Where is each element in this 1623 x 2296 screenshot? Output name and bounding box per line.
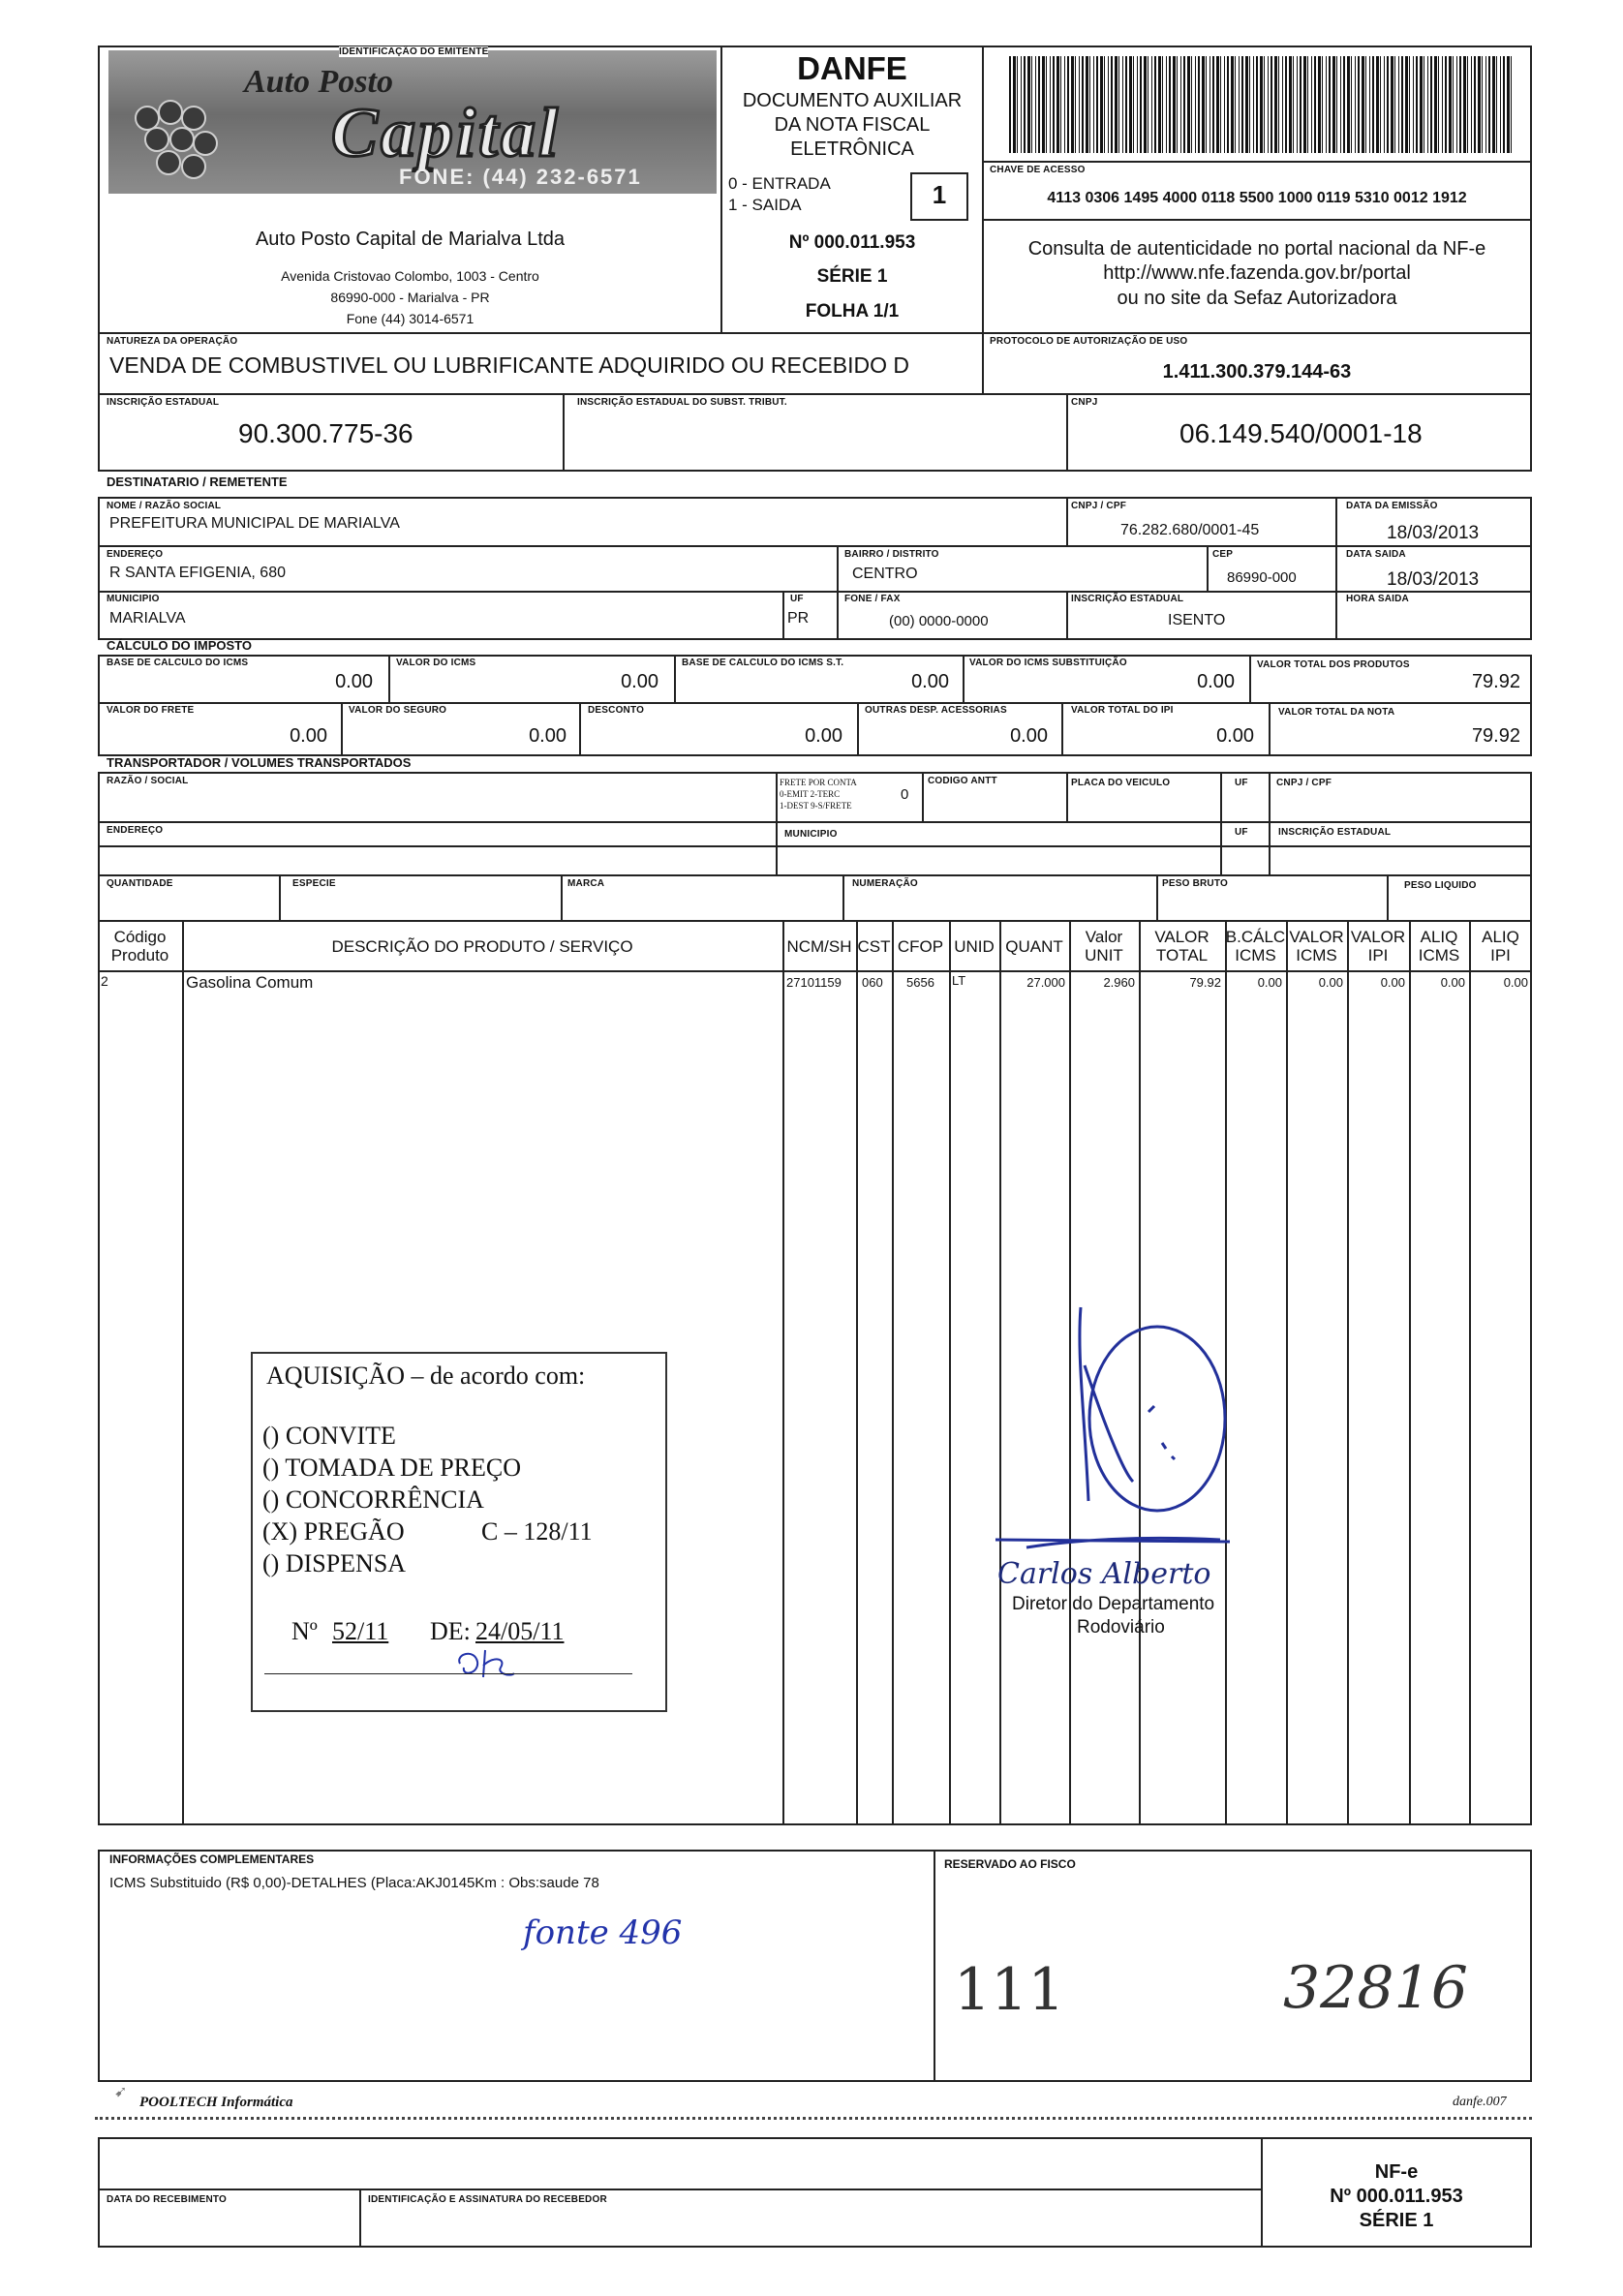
transp-frete-val: 0 bbox=[901, 786, 909, 803]
transp-col-numeracao bbox=[842, 874, 844, 922]
row-aipi: 0.00 bbox=[1503, 975, 1528, 990]
stamp-opt4b: C – 128/11 bbox=[481, 1517, 593, 1546]
emitente-name: Auto Posto Capital de Marialva Ltda bbox=[255, 229, 566, 250]
barcode bbox=[1009, 56, 1513, 153]
transp-col-bruto bbox=[1156, 874, 1158, 922]
dest-col-bairro bbox=[837, 545, 839, 591]
dest-cnpj: 76.282.680/0001-45 bbox=[1120, 522, 1260, 538]
outras-label: OUTRAS DESP. ACESSORIAS bbox=[865, 705, 1007, 716]
transp-col-municipio bbox=[776, 821, 778, 874]
row-aicms: 0.00 bbox=[1440, 975, 1465, 990]
emitente-phone: Fone (44) 3014-6571 bbox=[346, 311, 475, 326]
stamp-num-label: Nº bbox=[291, 1617, 318, 1645]
base-st-value: 0.00 bbox=[911, 671, 949, 692]
desconto-value: 0.00 bbox=[805, 725, 842, 747]
dest-uf: PR bbox=[787, 610, 810, 627]
row-descricao: Gasolina Comum bbox=[186, 973, 314, 992]
valor-icms-value: 0.00 bbox=[621, 671, 658, 692]
stamp-title: AQUISIÇÃO – de acordo com: bbox=[266, 1362, 586, 1390]
aquisicao-stamp bbox=[251, 1352, 667, 1712]
dest-municipio: MARIALVA bbox=[109, 610, 186, 627]
dest-ie: ISENTO bbox=[1168, 612, 1226, 628]
dest-hora-label: HORA SAIDA bbox=[1346, 594, 1409, 604]
danfe-numero: Nº 000.011.953 bbox=[788, 232, 916, 253]
danfe-entrada: 0 - ENTRADA bbox=[728, 174, 831, 193]
transp-col-uf bbox=[1220, 772, 1222, 874]
imp-col6 bbox=[579, 702, 581, 756]
chave-divider bbox=[982, 161, 1532, 163]
imp-col9 bbox=[1269, 702, 1271, 756]
row-unid: LT bbox=[952, 973, 966, 988]
danfe-tipo: 1 bbox=[932, 180, 947, 209]
transp-col-especie bbox=[279, 874, 281, 922]
imp-col7 bbox=[857, 702, 859, 756]
dest-bairro: CENTRO bbox=[852, 566, 918, 582]
seguro-label: VALOR DO SEGURO bbox=[349, 705, 447, 716]
nfe-serie: SÉRIE 1 bbox=[1359, 2210, 1434, 2231]
info-handwritten: fonte 496 bbox=[523, 1913, 683, 1952]
transp-col-antt bbox=[922, 772, 924, 821]
th-codigo2: Produto bbox=[110, 946, 169, 964]
transp-razao-label: RAZÃO / SOCIAL bbox=[107, 776, 189, 786]
transp-uf2-label: UF bbox=[1235, 827, 1248, 838]
th-vtotal1: VALOR bbox=[1154, 928, 1210, 946]
dest-emissao: 18/03/2013 bbox=[1387, 523, 1480, 543]
prod-col-vipi bbox=[1347, 920, 1349, 1825]
th-aicms2: ICMS bbox=[1418, 946, 1460, 964]
ie-value: 90.300.775-36 bbox=[238, 418, 413, 448]
transp-qtd-label: QUANTIDADE bbox=[107, 878, 173, 889]
stamp-opt3: () CONCORRÊNCIA bbox=[262, 1485, 484, 1514]
stamp-opt4a: (X) PREGÃO bbox=[262, 1517, 405, 1546]
prod-col-vicms bbox=[1286, 920, 1288, 1825]
desconto-label: DESCONTO bbox=[588, 705, 645, 716]
seguro-value: 0.00 bbox=[529, 725, 567, 747]
row-vipi: 0.00 bbox=[1380, 975, 1405, 990]
th-ncm: NCM/SH bbox=[786, 937, 852, 956]
cut-line bbox=[95, 2117, 1532, 2120]
dest-col-cnpj bbox=[1066, 497, 1068, 545]
dest-municipio-label: MUNICIPIO bbox=[107, 594, 160, 604]
prod-col-ncm bbox=[782, 920, 784, 1825]
base-icms-value: 0.00 bbox=[335, 671, 373, 692]
th-bcalc2: ICMS bbox=[1235, 946, 1276, 964]
dest-cnpj-label: CNPJ / CPF bbox=[1071, 501, 1127, 511]
logo-main-text: Capital bbox=[331, 94, 562, 171]
nfe-numero: Nº 000.011.953 bbox=[1330, 2186, 1463, 2207]
th-aipi1: ALIQ bbox=[1482, 928, 1519, 946]
imp-col5 bbox=[341, 702, 343, 756]
destinatario-section: DESTINATARIO / REMETENTE bbox=[107, 475, 288, 489]
natureza-label: NATUREZA DA OPERAÇÃO bbox=[107, 336, 238, 347]
chave-label: CHAVE DE ACESSO bbox=[990, 165, 1086, 175]
danfe-subtitle3: ELETRÔNICA bbox=[790, 138, 914, 160]
transp-frete-l1: FRETE POR CONTA bbox=[780, 778, 857, 787]
dest-col-ie bbox=[1066, 591, 1068, 640]
transp-row1 bbox=[98, 821, 1532, 823]
dest-row-divider1 bbox=[98, 545, 1532, 547]
row-cfop: 5656 bbox=[906, 975, 934, 990]
total-produtos-label: VALOR TOTAL DOS PRODUTOS bbox=[1257, 659, 1410, 670]
ie-st-label: INSCRIÇÃO ESTADUAL DO SUBST. TRIBUT. bbox=[577, 397, 787, 408]
transp-col-frete bbox=[776, 772, 778, 821]
transp-endereco-label: ENDEREÇO bbox=[107, 825, 164, 836]
ipi-value: 0.00 bbox=[1216, 725, 1254, 747]
ie-label: INSCRIÇÃO ESTADUAL bbox=[107, 397, 220, 408]
signature-name: Carlos Alberto bbox=[997, 1557, 1211, 1591]
valor-st-value: 0.00 bbox=[1197, 671, 1235, 692]
dest-ie-label: INSCRIÇÃO ESTADUAL bbox=[1071, 594, 1184, 604]
th-cst: CST bbox=[857, 937, 891, 956]
valor-icms-label: VALOR DO ICMS bbox=[396, 658, 476, 668]
row-ncm: 27101159 bbox=[786, 975, 842, 990]
imp-col8 bbox=[1061, 702, 1063, 756]
dest-endereco: R SANTA EFIGENIA, 680 bbox=[109, 565, 286, 581]
row-vicms: 0.00 bbox=[1318, 975, 1343, 990]
emitente-address1: Avenida Cristovao Colombo, 1003 - Centro bbox=[281, 268, 539, 284]
nfe-label: NF-e bbox=[1374, 2161, 1419, 2183]
transp-col-liquido bbox=[1387, 874, 1389, 922]
dest-col-emissao bbox=[1335, 497, 1337, 640]
th-quant: QUANT bbox=[1005, 937, 1063, 956]
footer-brand: POOLTECH Informática bbox=[139, 2095, 293, 2110]
dest-nome-label: NOME / RAZÃO SOCIAL bbox=[107, 501, 222, 511]
th-aipi2: IPI bbox=[1490, 946, 1511, 964]
emitente-address2: 86990-000 - Marialva - PR bbox=[330, 290, 490, 305]
transp-col-cnpj bbox=[1269, 772, 1271, 874]
dest-fone-label: FONE / FAX bbox=[844, 594, 901, 604]
info-label: INFORMAÇÕES COMPLEMENTARES bbox=[109, 1852, 315, 1866]
signature-role1: Diretor do Departamento bbox=[1012, 1594, 1215, 1614]
dest-col-fone bbox=[837, 591, 839, 640]
base-st-label: BASE DE CALCULO DO ICMS S.T. bbox=[682, 658, 844, 668]
prod-col-cfop bbox=[892, 920, 894, 1825]
imposto-section: CÁLCULO DO IMPOSTO bbox=[107, 638, 252, 653]
transp-liquido-label: PESO LIQUIDO bbox=[1404, 880, 1477, 891]
chave-divider2 bbox=[982, 219, 1532, 221]
dest-fone: (00) 0000-0000 bbox=[889, 613, 989, 629]
footer-code: danfe.007 bbox=[1453, 2095, 1507, 2109]
consulta-line1: Consulta de autenticidade no portal nacional da NF-e bbox=[1027, 238, 1486, 260]
produtos-header-divider bbox=[98, 970, 1532, 972]
transp-bruto-label: PESO BRUTO bbox=[1162, 878, 1228, 889]
recebimento-assinatura-label: IDENTIFICAÇÃO E ASSINATURA DO RECEBEDOR bbox=[368, 2194, 607, 2205]
transp-antt-label: CODIGO ANTT bbox=[928, 776, 997, 786]
stamp-opt5: () DISPENSA bbox=[262, 1549, 407, 1577]
transp-marca-label: MARCA bbox=[567, 878, 605, 889]
prod-col-unid bbox=[949, 920, 951, 1825]
th-unid: UNID bbox=[954, 937, 995, 956]
th-codigo1: Código bbox=[113, 928, 167, 946]
transp-ie-label: INSCRIÇÃO ESTADUAL bbox=[1278, 827, 1392, 838]
emitente-section-label: IDENTIFICAÇÃO DO EMITENTE bbox=[339, 46, 489, 57]
dest-uf-label: UF bbox=[790, 594, 804, 604]
dest-saida: 18/03/2013 bbox=[1387, 569, 1480, 590]
frete-value: 0.00 bbox=[290, 725, 327, 747]
transp-uf-label: UF bbox=[1235, 778, 1248, 788]
th-vunit2: UNIT bbox=[1085, 946, 1123, 964]
fisco-hand-left: 111 bbox=[954, 1956, 1065, 2024]
recebimento-divider bbox=[98, 2189, 1263, 2190]
prod-col-aipi bbox=[1469, 920, 1471, 1825]
base-icms-label: BASE DE CALCULO DO ICMS bbox=[107, 658, 249, 668]
recebimento-data-label: DATA DO RECEBIMENTO bbox=[107, 2194, 227, 2205]
dest-cep-label: CEP bbox=[1212, 549, 1234, 560]
transp-row3 bbox=[98, 874, 1532, 876]
th-vtotal2: TOTAL bbox=[1155, 946, 1209, 964]
dest-row-divider2 bbox=[98, 591, 1532, 593]
info-text: ICMS Substituido (R$ 0,00)-DETALHES (Placa:AKJ0145Km : Obs:saude 78 bbox=[109, 1875, 599, 1891]
row-vunit: 2.960 bbox=[1103, 975, 1135, 990]
stamp-opt2: () TOMADA DE PREÇO bbox=[262, 1454, 522, 1482]
prod-col-cst bbox=[856, 920, 858, 1825]
outras-value: 0.00 bbox=[1010, 725, 1048, 747]
dest-nome: PREFEITURA MUNICIPAL DE MARIALVA bbox=[109, 515, 400, 532]
th-vipi1: VALOR bbox=[1350, 928, 1406, 946]
transp-frete-l2: 0-EMIT 2-TERC bbox=[780, 789, 841, 799]
natureza-value: VENDA DE COMBUSTIVEL OU LUBRIFICANTE ADQUIRIDO OU RECEBIDO D bbox=[109, 352, 910, 378]
dest-col-uf bbox=[782, 591, 784, 640]
chave-value: 4113 0306 1495 4000 0118 5500 1000 0119 5310 0012 1912 bbox=[1047, 190, 1467, 206]
dest-bairro-label: BAIRRO / DISTRITO bbox=[844, 549, 939, 560]
stamp-num: 52/11 bbox=[332, 1617, 389, 1645]
stamp-opt1: () CONVITE bbox=[262, 1422, 396, 1450]
transp-placa-label: PLACA DO VEICULO bbox=[1071, 778, 1171, 788]
recebimento-col bbox=[359, 2189, 361, 2248]
th-descricao: DESCRIÇÃO DO PRODUTO / SERVIÇO bbox=[331, 937, 633, 956]
th-bcalc1: B.CÁLC bbox=[1225, 928, 1286, 946]
info-divider bbox=[934, 1850, 935, 2082]
th-vicms1: VALOR bbox=[1289, 928, 1344, 946]
th-cfop: CFOP bbox=[897, 937, 944, 956]
fisco-label: RESERVADO AO FISCO bbox=[944, 1857, 1076, 1871]
prod-col-desc bbox=[182, 920, 184, 1825]
transp-numeracao-label: NUMERAÇÃO bbox=[852, 878, 918, 889]
th-vunit1: Valor bbox=[1085, 928, 1123, 946]
th-vicms2: ICMS bbox=[1296, 946, 1337, 964]
transp-col-marca bbox=[561, 874, 563, 922]
protocolo-value: 1.411.300.379.144-63 bbox=[1162, 361, 1352, 383]
signature-role2: Rodoviário bbox=[1077, 1617, 1165, 1638]
frete-label: VALOR DO FRETE bbox=[107, 705, 195, 716]
total-nota-label: VALOR TOTAL DA NOTA bbox=[1278, 707, 1395, 718]
valor-st-label: VALOR DO ICMS SUBSTITUIÇÃO bbox=[969, 658, 1127, 668]
stamp-signature-line bbox=[264, 1673, 632, 1674]
fisco-hand-right: 32816 bbox=[1283, 1954, 1468, 2022]
consulta-line2: http://www.nfe.fazenda.gov.br/portal bbox=[1103, 262, 1411, 284]
th-aicms1: ALIQ bbox=[1420, 928, 1458, 946]
danfe-saida: 1 - SAIDA bbox=[728, 196, 802, 214]
total-nota-value: 79.92 bbox=[1471, 725, 1520, 747]
cnpj-value: 06.149.540/0001-18 bbox=[1179, 418, 1423, 448]
prod-col-aicms bbox=[1409, 920, 1411, 1825]
stamp-date: 24/05/11 bbox=[475, 1617, 565, 1645]
cnpj-label: CNPJ bbox=[1071, 397, 1098, 408]
inscricao-divider1 bbox=[563, 393, 565, 472]
danfe-folha: FOLHA 1/1 bbox=[805, 301, 900, 321]
row-quant: 27.000 bbox=[1026, 975, 1065, 990]
dest-emissao-label: DATA DA EMISSÃO bbox=[1346, 501, 1438, 511]
danfe-subtitle1: DOCUMENTO AUXILIAR bbox=[742, 90, 963, 111]
row-bcalc: 0.00 bbox=[1257, 975, 1282, 990]
grape-decoration-icon bbox=[128, 89, 244, 186]
dest-cep: 86990-000 bbox=[1227, 569, 1297, 586]
inscricao-divider2 bbox=[1066, 393, 1068, 472]
transp-frete-l3: 1-DEST 9-S/FRETE bbox=[780, 801, 852, 811]
transp-col-placa bbox=[1066, 772, 1068, 821]
dest-saida-label: DATA SAIDA bbox=[1346, 549, 1406, 560]
danfe-serie: SÉRIE 1 bbox=[816, 266, 888, 287]
signature-scribble bbox=[988, 1278, 1278, 1569]
danfe-subtitle2: DA NOTA FISCAL bbox=[774, 114, 931, 136]
row-cst: 060 bbox=[862, 975, 883, 990]
recebimento-box bbox=[98, 2137, 1263, 2248]
transp-especie-label: ESPECIE bbox=[292, 878, 336, 889]
th-vipi2: IPI bbox=[1367, 946, 1389, 964]
logo-top-text: Auto Posto bbox=[244, 64, 393, 100]
transp-municipio-label: MUNICIPIO bbox=[784, 829, 838, 840]
dest-endereco-label: ENDEREÇO bbox=[107, 549, 164, 560]
transp-cnpj-label: CNPJ / CPF bbox=[1276, 778, 1332, 788]
imp-col4 bbox=[1249, 655, 1251, 702]
imp-col2 bbox=[674, 655, 676, 702]
dest-col-cep bbox=[1207, 545, 1209, 591]
consulta-line3: ou no site da Sefaz Autorizadora bbox=[1117, 288, 1397, 309]
pooltech-logo-icon: ➹ bbox=[114, 2084, 128, 2100]
transporte-section: TRANSPORTADOR / VOLUMES TRANSPORTADOS bbox=[107, 755, 412, 770]
company-logo bbox=[108, 50, 717, 194]
row-codigo: 2 bbox=[101, 973, 108, 989]
stamp-initials-icon bbox=[450, 1644, 518, 1683]
danfe-title: DANFE bbox=[797, 50, 907, 86]
imp-col1 bbox=[388, 655, 390, 702]
transp-row2 bbox=[98, 845, 1532, 847]
logo-phone-text: FONE: (44) 232-6571 bbox=[399, 165, 642, 189]
ipi-label: VALOR TOTAL DO IPI bbox=[1071, 705, 1174, 716]
row-vtotal: 79.92 bbox=[1189, 975, 1221, 990]
imposto-row-divider bbox=[98, 702, 1532, 704]
stamp-de-label: DE: bbox=[430, 1617, 471, 1645]
total-produtos-value: 79.92 bbox=[1471, 671, 1520, 692]
imp-col3 bbox=[963, 655, 965, 702]
protocolo-label: PROTOCOLO DE AUTORIZAÇÃO DE USO bbox=[990, 336, 1188, 347]
